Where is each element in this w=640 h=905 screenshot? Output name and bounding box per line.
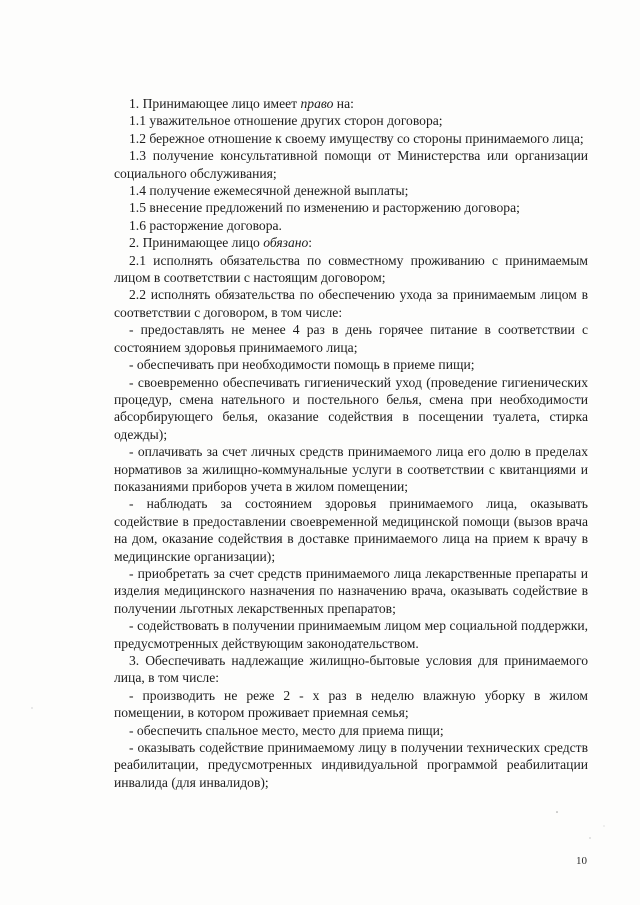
list-item-cleaning: - производить не реже 2 - х раз в неделю влажную уборку в жилом помещении, в котором проживает приемная семья; <box>114 687 588 721</box>
paragraph-2-1: 2.1 исполнять обязательства по совместному проживанию с принимаемым лицом в соответствии с настоящим договором; <box>114 252 588 286</box>
paragraph-1-2: 1.2 бережное отношение к своему имуществу со стороны принимаемого лица; <box>129 130 584 146</box>
paragraph-1-6: 1.6 расторжение договора. <box>129 217 282 233</box>
paragraph-2: 2. Принимающее лицо обязано: <box>129 235 313 251</box>
paragraph-2-2: 2.2 исполнять обязательства по обеспечению ухода за принимаемым лицом в соответствии с договором, в том числе: <box>114 287 588 320</box>
list-item-social-support: - содействовать в получении принимаемым лицом мер социальной поддержки, предусмотренных действующим законодательством. <box>114 618 588 651</box>
paragraph-1: 1. Принимающее лицо имеет право на: <box>129 96 354 111</box>
paragraph-1-1: 1.1 уважительное отношение других сторон договора; <box>129 113 443 129</box>
page-number: 10 <box>576 855 587 867</box>
paragraph-1-4: 1.4 получение ежемесячной денежной выплаты; <box>129 183 409 199</box>
list-item-health-monitoring: - наблюдать за состоянием здоровья принимаемого лица, оказывать содействие в предоставлении своевременной медицинской помощи (вызов врача на дом, оказание содействия в доставке принимаемого лица на прием к врачу в медицинские организации); <box>114 496 588 564</box>
list-item-medicines: - приобретать за счет средств принимаемого лица лекарственные препараты и изделия медицинского назначения по назначению врача, оказывать содействие в получении льготных лекарственных препаратов; <box>114 565 588 616</box>
list-item-hygiene-care: - своевременно обеспечивать гигиенический уход (проведение гигиенических процедур, смена нательного и постельного белья, смена при необходимости абсорбирующего белья, оказание содействия в посещении туалета, стирка одежды); <box>114 374 588 442</box>
paragraph-1-3: 1.3 получение консультативной помощи от Министерства или организации социального обслуживания; <box>114 148 588 181</box>
list-item-eating-help: - обеспечивать при необходимости помощь в приеме пищи; <box>129 357 475 373</box>
list-item-utilities-payment: - оплачивать за счет личных средств принимаемого лица его долю в пределах нормативов за жилищно-коммунальные услуги в соответствии с квитанциями и показаниями приборов учета в жилом помещении; <box>114 444 588 494</box>
paragraph-1-5: 1.5 внесение предложений по изменению и расторжению договора; <box>129 200 520 216</box>
emphasis-obliged: обязано <box>263 235 309 251</box>
emphasis-right: право <box>300 96 334 111</box>
list-item-rehab-means: - оказывать содействие принимаемому лицу в получении технических средств реабилитации, предусмотренных индивидуальной программой реабилитации инвалида (для инвалидов); <box>114 740 588 790</box>
list-item-hot-meals: - предоставлять не менее 4 раз в день горячее питание в соответствии с состоянием здоровья принимаемого лица; <box>114 322 588 355</box>
paragraph-3: 3. Обеспечивать надлежащие жилищно-бытовые условия для принимаемого лица, в том числе: <box>114 653 588 686</box>
list-item-sleeping-place: - обеспечить спальное место, место для приема пищи; <box>129 722 444 738</box>
contract-text <box>114 95 588 791</box>
